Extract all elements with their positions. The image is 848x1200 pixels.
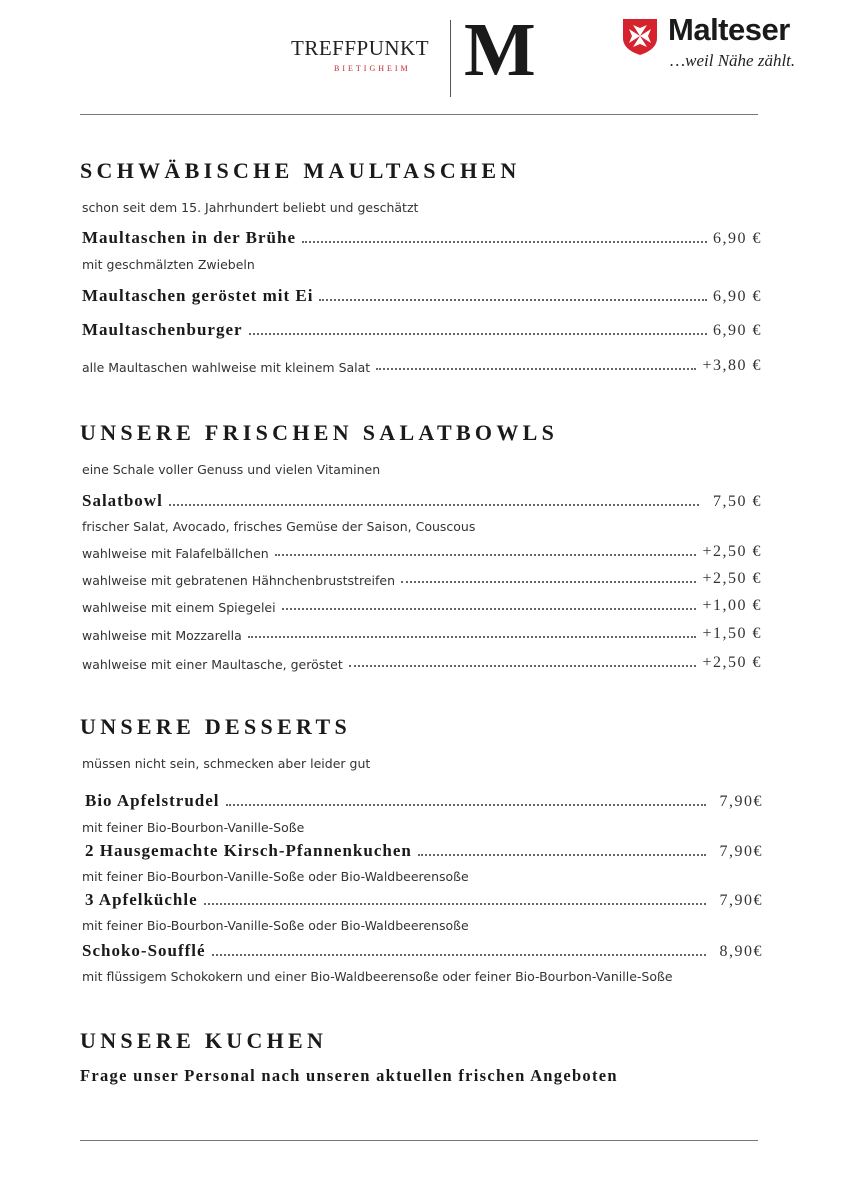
- menu-item: [82, 937, 763, 961]
- item-price: 6,90 €: [713, 288, 762, 305]
- partner-name: Malteser: [668, 12, 790, 47]
- dot-leader: [249, 333, 707, 335]
- page-header: [0, 0, 848, 115]
- section-title-maultaschen: SCHWÄBISCHE MAULTASCHEN: [80, 158, 521, 183]
- item-price: 6,90 €: [713, 230, 762, 247]
- section-subtitle-salatbowls: eine Schale voller Genuss und vielen Vitaminen: [82, 462, 381, 477]
- item-price: 7,90€: [719, 892, 763, 909]
- section-title-salatbowls: UNSERE FRISCHEN SALATBOWLS: [80, 420, 559, 445]
- menu-item: [82, 282, 762, 306]
- dot-leader: [401, 581, 696, 583]
- option-price: +3,80 €: [702, 357, 762, 374]
- dot-leader: [275, 554, 697, 556]
- item-name: Maultaschenburger: [82, 320, 243, 339]
- menu-option: [82, 537, 762, 561]
- menu-option: [82, 564, 762, 588]
- item-price: 6,90 €: [713, 322, 762, 339]
- top-divider: [80, 114, 758, 115]
- menu-option: [82, 591, 762, 615]
- menu-option: [82, 648, 762, 672]
- item-note: mit feiner Bio-Bourbon-Vanille-Soße oder Bio-Waldbeerensoße: [82, 918, 469, 933]
- option-price: +2,50 €: [702, 543, 762, 560]
- item-price: 7,90€: [719, 843, 763, 860]
- item-note: mit flüssigem Schokokern und einer Bio-Waldbeerensoße oder feiner Bio-Bourbon-Vanille-Soße: [82, 969, 673, 984]
- partner-slogan: …weil Nähe zählt.: [670, 51, 796, 70]
- brand-name: TREFFPUNKT: [291, 36, 430, 60]
- menu-extra-option: [82, 351, 762, 375]
- dot-leader: [169, 504, 699, 506]
- option-price: +1,50 €: [702, 625, 762, 642]
- section-title-desserts: UNSERE DESSERTS: [80, 714, 351, 739]
- dot-leader: [204, 903, 706, 905]
- item-price: 7,50 €: [713, 493, 762, 510]
- item-name: 2 Hausgemachte Kirsch-Pfannenkuchen: [85, 841, 412, 860]
- menu-item: [85, 837, 763, 861]
- section-title-kuchen: UNSERE KUCHEN: [80, 1028, 328, 1053]
- item-name: Maultaschen in der Brühe: [82, 228, 297, 247]
- item-name: Salatbowl: [82, 491, 163, 510]
- dot-leader: [282, 608, 697, 610]
- option-name: wahlweise mit einem Spiegelei: [82, 600, 276, 615]
- item-name: 3 Apfelküchle: [85, 890, 198, 909]
- section-subtitle-maultaschen: schon seit dem 15. Jahrhundert beliebt und geschätzt: [82, 200, 419, 215]
- bottom-divider: [80, 1140, 758, 1141]
- dot-leader: [319, 299, 707, 301]
- option-name: wahlweise mit Mozzarella: [82, 628, 242, 643]
- brand-letter-logo: M: [464, 8, 536, 92]
- maltese-cross-icon: [620, 16, 660, 56]
- dot-leader: [226, 804, 706, 806]
- section-subtitle-kuchen: Frage unser Personal nach unseren aktuellen frischen Angeboten: [80, 1066, 618, 1085]
- item-name: Bio Apfelstrudel: [85, 791, 220, 810]
- menu-item: [85, 886, 763, 910]
- dot-leader: [212, 954, 706, 956]
- option-price: +1,00 €: [702, 597, 762, 614]
- item-name: Schoko-Soufflé: [82, 941, 206, 960]
- item-note: mit feiner Bio-Bourbon-Vanille-Soße: [82, 820, 305, 835]
- menu-item: [82, 316, 762, 340]
- option-name: wahlweise mit einer Maultasche, geröstet: [82, 657, 343, 672]
- option-price: +2,50 €: [702, 570, 762, 587]
- option-name: wahlweise mit gebratenen Hähnchenbruststreifen: [82, 573, 396, 588]
- dot-leader: [349, 665, 697, 667]
- item-note: mit geschmälzten Zwiebeln: [82, 257, 255, 272]
- item-price: 7,90€: [719, 793, 763, 810]
- menu-item: [82, 224, 762, 248]
- dot-leader: [302, 241, 707, 243]
- option-name: wahlweise mit Falafelbällchen: [82, 546, 269, 561]
- dot-leader: [418, 854, 706, 856]
- option-price: +2,50 €: [702, 654, 762, 671]
- menu-item: [82, 487, 762, 511]
- option-name: alle Maultaschen wahlweise mit kleinem Salat: [82, 360, 371, 375]
- item-note: frischer Salat, Avocado, frisches Gemüse der Saison, Couscous: [82, 519, 476, 534]
- item-price: 8,90€: [719, 943, 763, 960]
- logo-divider: [450, 20, 451, 97]
- brand-city: BIETIGHEIM: [334, 64, 411, 73]
- dot-leader: [376, 368, 696, 370]
- item-name: Maultaschen geröstet mit Ei: [82, 286, 314, 305]
- dot-leader: [248, 636, 697, 638]
- menu-option: [82, 619, 762, 643]
- item-note: mit feiner Bio-Bourbon-Vanille-Soße oder Bio-Waldbeerensoße: [82, 869, 469, 884]
- section-subtitle-desserts: müssen nicht sein, schmecken aber leider gut: [82, 756, 371, 771]
- menu-item: [85, 787, 763, 811]
